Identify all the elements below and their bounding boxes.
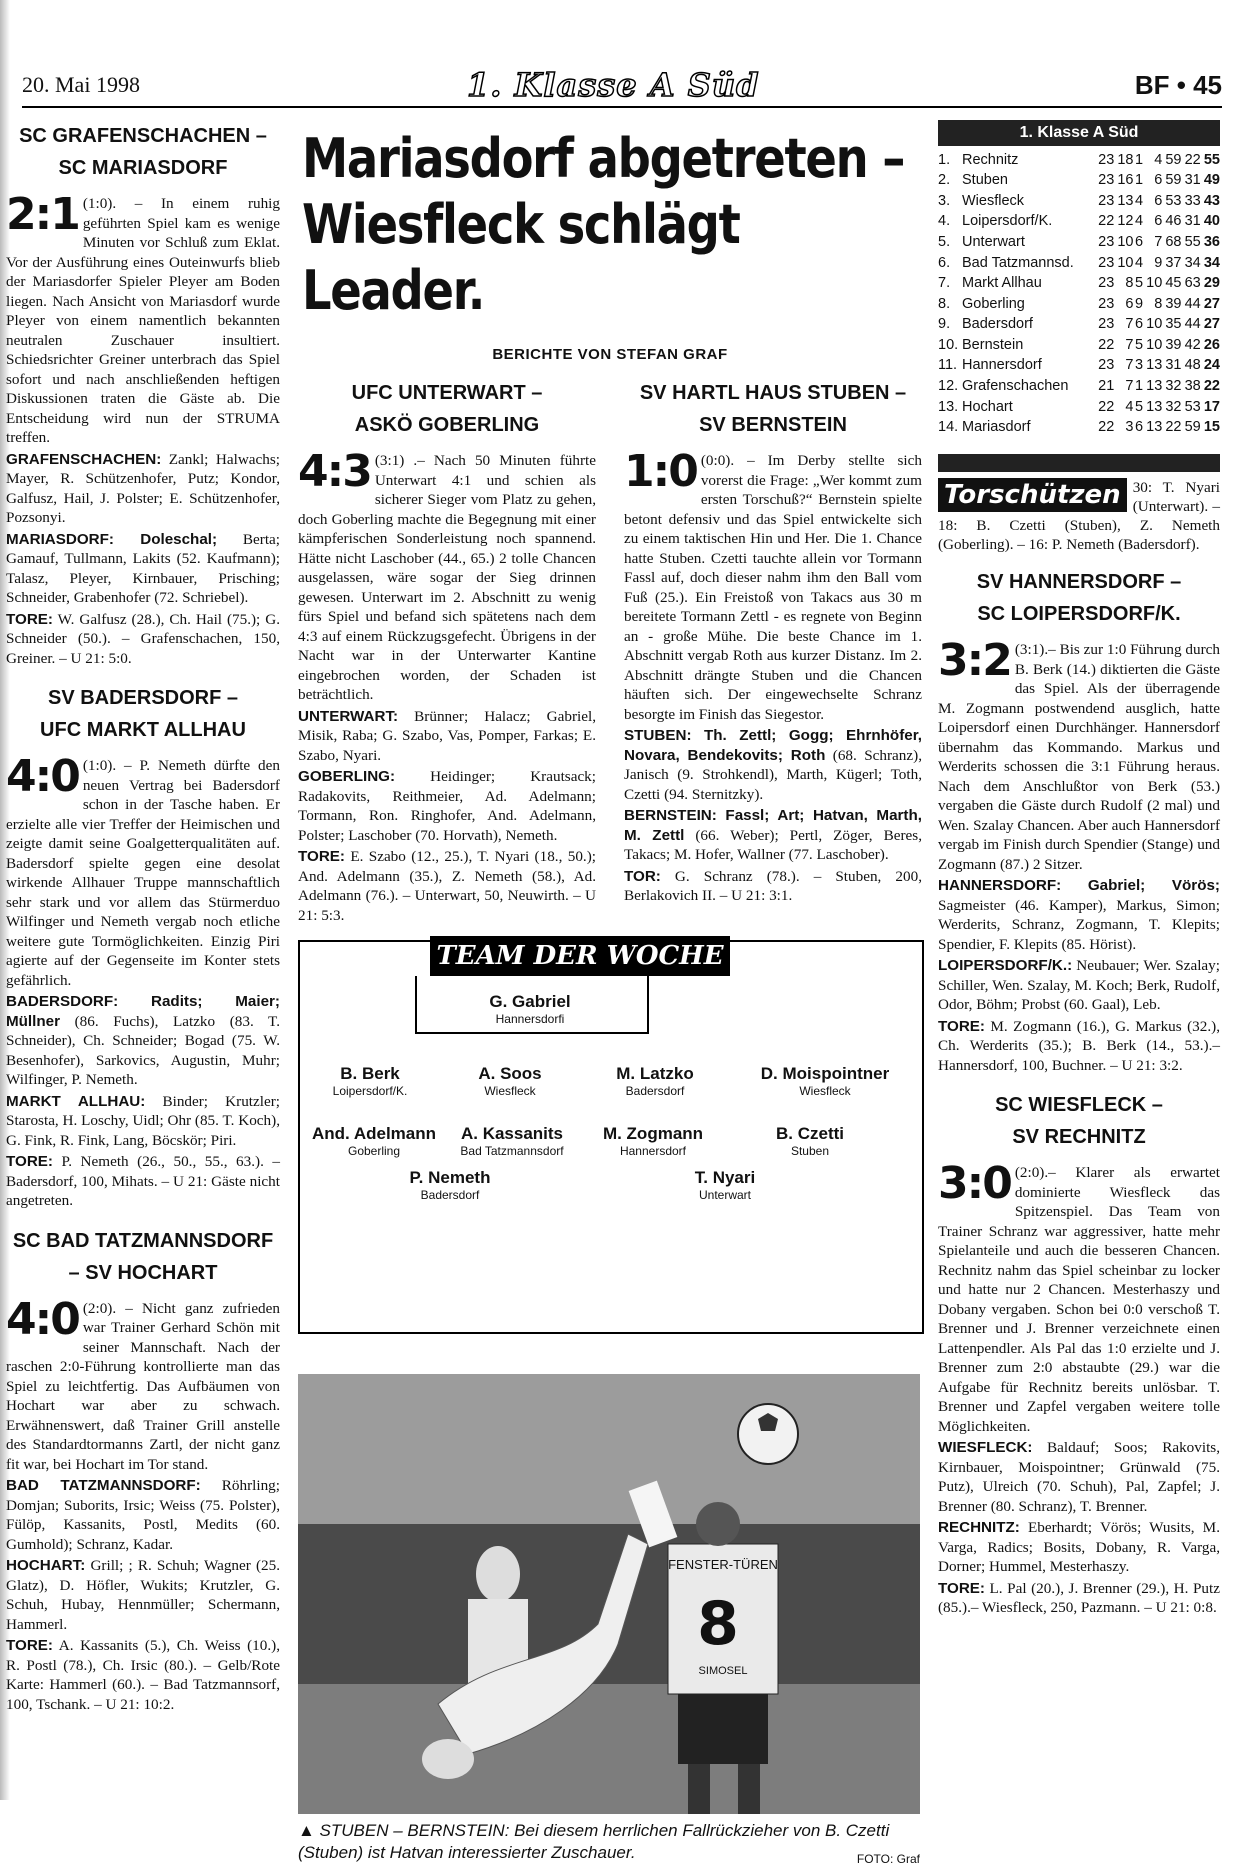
headline: Mariasdorf abgetreten – Wiesfleck schlägt Leader.	[302, 127, 905, 322]
table-cell: 4.	[938, 213, 951, 230]
table-row	[938, 397, 1220, 418]
photo-caption: ▲ STUBEN – BERNSTEIN: Bei diesem herrlichen Fallrückzieher von B. Czetti (Stuben) ist Hatvan interessierter Zuschauer. FOTO: Graf	[298, 1820, 920, 1870]
table-cell: Hochart	[962, 398, 1013, 415]
lineup-home: STUBEN: Th. Zettl; Gogg; Ehrnhöfer, Novara, Bendekovits; Roth (68. Schranz), Janisch (9. Strohkendl), Marth, Kügerl; Toth, Czetti (94. Sternitzky).	[624, 727, 922, 803]
report-text: 1:0 (0:0). – Im Derby stellte sich vorerst die Frage: „Wer kommt zum ersten Torschuß?“ Bernstein spielte betont defensiv und das Spiel entwickelte sich zu einem taktischen Hin und Her. Die 1. Chance hatte Stuben. Czetti tauchte allein vor Tormann Fassl auf, doch dieser nahm ihm den Ball vom Fuß (25.). Ein Freistoß von Takacs aus 30 m bereitete Tormann Zettl - es regnete von Beginn an - große Mühe. Die beste Chance im 1. Abschnitt vergab Roth aus kurzer Distanz. Im 2. Abschnitt drängte Stuben und die Chancen häuften sich. Der eingewechselte Schranz besorgte im Finish das Siegestor.	[624, 446, 922, 723]
table-cell: 59	[1184, 419, 1201, 436]
table-row	[938, 150, 1220, 171]
player: D. Moispointner Wiesfleck	[760, 1064, 890, 1098]
table-cell: 53	[1165, 192, 1182, 209]
byline: BERICHTE VON STEFAN GRAF	[492, 346, 728, 363]
table-cell: 22	[1098, 213, 1115, 230]
table-cell: 6	[1154, 192, 1163, 209]
lineup-away: MARIASDORF: Doleschal; Berta; Gamauf, Tullmann, Lakits (52. Kaufmann); Talasz, Pleyer, Kirnbauer, Prisching; Schneider, Grabenhofer (72. Schriebel).	[6, 530, 281, 606]
score: 4:3	[298, 446, 371, 497]
league-table-title: 1. Klasse A Süd	[938, 120, 1220, 146]
table-cell: 27	[1203, 316, 1220, 333]
table-cell: Rechnitz	[962, 151, 1019, 168]
table-cell: 53	[1184, 398, 1201, 415]
table-cell: 24	[1203, 357, 1220, 374]
table-cell: 8	[1125, 275, 1134, 292]
table-cell: 42	[1184, 336, 1201, 353]
table-cell: 8	[1154, 295, 1163, 312]
table-cell: Badersdorf	[962, 316, 1033, 333]
goals: TORE: A. Kassanits (5.), Ch. Weiss (10.), R. Postl (78.), Ch. Irsic (80.). – Gelb/Rote Karte: Hammerl (60.). – Bad Tatzmannsorf, 100, Tschank. – U 21: 10:2.	[6, 1637, 280, 1713]
match-photo	[298, 1374, 920, 1814]
table-cell: 6	[1125, 295, 1134, 312]
table-cell: 14.	[938, 419, 959, 436]
table-cell: 31	[1184, 213, 1201, 230]
table-cell: 23	[1098, 295, 1115, 312]
table-cell: 5	[1135, 275, 1144, 292]
table-cell: 21	[1098, 378, 1115, 395]
team-title: TEAM DER WOCHE	[430, 936, 730, 976]
match-report	[624, 377, 922, 906]
team-of-the-week	[298, 940, 924, 1334]
lineup-away: GOBERLING: Heidinger; Krautsack; Radakovits, Reithmeier, Ad. Adelmann; Tormann, Ron. Ringhofer, And. Adelmann, Polster; Laschober (70. Horvath), Nemeth.	[298, 768, 596, 844]
photo-credit: FOTO: Graf	[856, 1852, 920, 1866]
table-cell: 10	[1146, 316, 1163, 333]
table-cell: 23	[1098, 192, 1115, 209]
lineup-away: RECHNITZ: Eberhardt; Vörös; Wusits, M. Varga, Radics; Bosits, Dobany, R. Varga, Dorner; Hummel, Mesterhaszy.	[938, 1519, 1220, 1576]
table-cell: 6	[1135, 233, 1144, 250]
table-cell: 22	[1184, 151, 1201, 168]
middle-reports	[298, 377, 922, 977]
table-cell: 10.	[938, 336, 959, 353]
table-cell: 15	[1203, 419, 1220, 436]
match-heading: SV HARTL HAUS STUBEN – SV BERNSTEIN	[639, 382, 907, 436]
table-cell: Hannersdorf	[962, 357, 1042, 374]
left-column	[6, 120, 280, 1728]
table-cell: 18	[1117, 151, 1134, 168]
table-cell: 39	[1165, 336, 1182, 353]
table-cell: Mariasdorf	[962, 419, 1031, 436]
table-cell: 22	[1203, 378, 1220, 395]
svg-text:8: 8	[697, 1589, 739, 1659]
table-row	[938, 191, 1220, 212]
report-text: 4:0 (2:0). – Nicht ganz zufrieden war Trainer Gerhard Schön mit seiner Mannschaft. Nach der raschen 2:0-Führung kontrollierte man das Spiel zu leichtfertig. Das Aufbäumen von Hochart war aber zu schwach. Erwähnenswert, daß Trainer Grill anstelle des Standardtormanns Zartl, der nicht ganz fit war, bei Hochart im Tor stand.	[6, 1293, 280, 1473]
lineup-away: HOCHART: Grill; ; R. Schuh; Wagner (25. Glatz), D. Höfler, Wukits; Krutzler, G. Schuh, Hubay, Hennmüller; Schermann, Hammerl.	[6, 1557, 280, 1633]
table-cell: 6.	[938, 254, 951, 271]
score: 4:0	[6, 751, 79, 802]
table-cell: 55	[1203, 151, 1220, 168]
match-report	[6, 682, 280, 1211]
table-cell: 23	[1098, 151, 1115, 168]
table-cell: 13	[1146, 419, 1163, 436]
table-cell: 34	[1203, 254, 1220, 271]
goals: TORE: W. Galfusz (28.), Ch. Hail (75.); G. Schneider (50.). – Grafenschachen, 150, Greiner. – U 21: 5:0.	[6, 610, 280, 667]
lineup-home: WIESFLECK: Baldauf; Soos; Rakovits, Kirnbauer, Moispointner; Grünwald (75. Putz), Ulreich (70. Schuh), Pal, Zapfel; J. Brenner (80. Schranz), T. Brenner.	[938, 1439, 1220, 1515]
table-cell: Unterwart	[962, 233, 1025, 250]
table-cell: 23	[1098, 357, 1115, 374]
table-cell: 44	[1184, 316, 1201, 333]
score: 3:2	[938, 635, 1011, 687]
table-cell: 44	[1184, 295, 1201, 312]
goals: TORE: P. Nemeth (26., 50., 55., 63.). – Badersdorf, 100, Mihats. – U 21: Gäste nicht angetreten.	[6, 1153, 280, 1209]
table-cell: 23	[1098, 275, 1115, 292]
table-cell: 9	[1154, 254, 1163, 271]
table-cell: 1	[1135, 378, 1144, 395]
report-text: 3:2 (3:1).– Bis zur 1:0 Führung durch B. Berk (14.) diktierten die Gäste das Spiel. Als der überragende M. Zogmann postwendend ausglich, hatte Loipersdorf einen Durchhänger. Hannersdorf übernahm das Kommando. Markus und Werderits schossen die 3:1 Führung heraus. Nach dem Anschlußtor von Berk (53.) vergaben die Gäste durch Rudolf (2 mal) und Wen. Szalay Chancen. Aber auch Hannersdorf vergab im Finish durch Spendier (Stange) und Zogmann (87.) 2 Sitzer.	[938, 635, 1220, 873]
table-cell: 5	[1135, 336, 1144, 353]
player: B. Czetti Stuben	[776, 1124, 844, 1158]
table-row	[938, 335, 1220, 356]
table-row	[938, 294, 1220, 315]
lineup-away: BERNSTEIN: Fassl; Art; Hatvan, Marth, M. Zettl (66. Weber); Pertl, Zöger, Beres, Takacs; M. Hofer, Wallner (77. Laschober).	[624, 807, 922, 863]
svg-text:SIMOSEL: SIMOSEL	[698, 1665, 748, 1677]
match-report	[938, 566, 1220, 1075]
table-cell: 1	[1135, 172, 1144, 189]
table-cell: 5	[1135, 398, 1144, 415]
table-cell: 23	[1098, 316, 1115, 333]
lineup-home: GRAFENSCHACHEN: Zankl; Halwachs; Mayer, R. Schützenhofer, Putz; Kondor, Galfusz, Hail, J. Polster; E. Schützenhofer, Pozsonyi.	[6, 450, 280, 526]
table-cell: 13	[1117, 192, 1134, 209]
table-cell: 59	[1165, 151, 1182, 168]
table-cell: 4	[1135, 192, 1144, 209]
table-cell: 36	[1203, 233, 1220, 250]
table-row	[938, 377, 1220, 398]
top-scorers: Torschützen 30: T. Nyari (Unterwart). – 18: B. Czetti (Stuben), Z. Nemeth (Goberling). – 16: P. Nemeth (Badersdorf).	[938, 479, 1220, 554]
table-cell: 26	[1203, 336, 1220, 353]
table-row	[938, 274, 1220, 295]
table-cell: 13	[1146, 398, 1163, 415]
table-cell: 37	[1165, 254, 1182, 271]
lineup-home: BAD TATZMANNSDORF: Röhrling; Domjan; Suborits, Irsic; Weiss (75. Polster), Fülöp, Kassanits, Postl, Medits (60. Gumhold); Schranz, Kadar.	[6, 1477, 280, 1553]
table-cell: 32	[1165, 378, 1182, 395]
table-cell: 55	[1184, 233, 1201, 250]
table-cell: 4	[1154, 151, 1163, 168]
table-cell: Goberling	[962, 295, 1025, 312]
table-cell: 22	[1098, 336, 1115, 353]
table-row	[938, 212, 1220, 233]
table-cell: 63	[1184, 275, 1201, 292]
top-scorers-label: Torschützen	[938, 478, 1127, 512]
report-text: 4:3 (3:1) .– Nach 50 Minuten führte Unterwart 4:1 und schien als sicherer Sieger vom Platz zu gehen, doch Goberling machte die Begegnung mit einer kämpferischen Sonderleistung noch spannend. Hätte nicht Laschober (44., 65.) 2 tolle Chancen ausgelassen, wäre sogar der Sieg drinnen gewesen. Unterwart im 2. Abschnitt zu wenig fürs Spiel und befand sich spätetens nach dem 4:3 auf einem Rückzugsgefecht. Übrigens in der Nacht war in der Unterwarter Kantine eingebrochen worden, der Schaden ist beträchtlich.	[298, 446, 596, 703]
table-cell: 45	[1165, 275, 1182, 292]
table-cell: 12.	[938, 378, 959, 395]
lineup-away: LOIPERSDORF/K.: Neubauer; Wer. Szalay; Schiller, Wen. Szalay, M. Koch; Berk, Rudolf, Odor, Böhm; Probst (60. Gaal), Leb.	[938, 957, 1220, 1014]
score: 3:0	[938, 1158, 1011, 1210]
middle-section	[298, 120, 922, 1866]
match-heading: SV BADERSDORF – UFC MARKT ALLHAU	[40, 687, 246, 741]
table-cell: 29	[1203, 275, 1220, 292]
lineup-home: UNTERWART: Brünner; Halacz; Gabriel, Misik, Raba; G. Szabo, Vas, Pomper, Farkas; E. Szabo, Nyari.	[298, 707, 596, 764]
table-cell: 40	[1203, 213, 1220, 230]
bicycle-kick-photo	[298, 1374, 920, 1814]
table-cell: 31	[1165, 357, 1182, 374]
report-text: 4:0 (1:0). – P. Nemeth dürfte den neuen Vertrag bei Badersdorf schon in der Tasche haben. Er erzielte alle vier Treffer der Heimischen und zeigte damit seine Goalgetterqualitäten auf. Badersdorf spielte gegen eine desolat wirkende Allhauer Truppe mannschaftlich sehr stark und vor allem das Stürmerduo Wilfinger und Nemeth vergab noch etliche weitere gute Tormöglichkeiten. Einzig Piri agierte auf der Gegenseite im Konter stets gefährlich.	[6, 751, 280, 989]
table-cell: 6	[1135, 316, 1144, 333]
table-cell: 48	[1184, 357, 1201, 374]
score: 1:0	[624, 446, 697, 497]
player: M. Latzko Badersdorf	[616, 1064, 694, 1098]
table-cell: 23	[1098, 254, 1115, 271]
table-cell: 35	[1165, 316, 1182, 333]
table-cell: 3	[1125, 419, 1134, 436]
lineup-home: BADERSDORF: Radits; Maier; Müllner (86. Fuchs), Latzko (83. T. Schneider), Ch. Schneider; Bogad (75. W. Besenhofer), Sarkovics, Augustin, Muhr; Wilfinger, P. Nemeth.	[6, 993, 280, 1088]
report-text: 3:0 (2:0).– Klarer als erwartet dominierte Wiesfleck das Spitzenspiel. Das Team von Trainer Schranz war aggressiver, hatte mehr Spielanteile und auch die besseren Chancen. Rechnitz nahm das Spiel scheinbar zu locker und hatte nur 2 Chancen. Mesterhaszy und Dobany vergaben. Schon bei 0:0 verschoß T. Brenner und J. Brenner verzeichnete einen Lattenpendler. Als Pal das 1:0 erzielte und J. Brenner zum 2:0 abstaubte (29.) war die Aufgabe für Rechnitz bereits unlösbar. T. Brenner und Zapfel vergaben weitere tolle Möglichkeiten.	[938, 1158, 1220, 1435]
table-cell: 4	[1135, 254, 1144, 271]
table-cell: Markt Allhau	[962, 275, 1042, 292]
right-column	[938, 120, 1220, 1632]
player: T. Nyari Unterwart	[694, 1168, 756, 1202]
table-cell: 5.	[938, 233, 951, 250]
goals: TOR: G. Schranz (78.). – Stuben, 200, Berlakovich II. – U 21: 3:1.	[624, 867, 922, 904]
issue-date: 20. Mai 1998	[22, 72, 140, 97]
table-row	[938, 356, 1220, 377]
table-cell: 7.	[938, 275, 951, 292]
divider-bar	[938, 454, 1220, 472]
table-cell: 13	[1146, 378, 1163, 395]
table-cell: 17	[1203, 398, 1220, 415]
table-cell: 9	[1135, 295, 1144, 312]
table-cell: 13	[1146, 357, 1163, 374]
match-heading: SV HANNERSDORF – SC LOIPERSDORF/K.	[976, 571, 1182, 626]
table-cell: 6	[1154, 213, 1163, 230]
table-cell: 6	[1135, 419, 1144, 436]
table-row	[938, 232, 1220, 253]
report-text: 2:1 (1:0). – In einem ruhig geführten Spiel kam es wenige Minuten vor Schluß zum Eklat. Vor der Ausführung eines Outeinwurfs blieb der Mariasdorfer Spieler Pleyer am Boden liegen. Nach Ansicht von Mariasdorf wurde Pleyer von einem namentlich bekannten neutralen Zuschauer insultiert. Schiedsrichter Greiner unterbrach das Spiel sofort und nach anschließenden heftigen Diskussionen traten die Gäste ab. Die Entscheidung wird nun der STRUMA treffen.	[6, 189, 280, 446]
section-title: 1. Klasse A Süd	[467, 66, 760, 104]
table-cell: 10	[1146, 336, 1163, 353]
player: A. Kassanits Bad Tatzmannsdorf	[460, 1124, 564, 1158]
table-cell: 8.	[938, 295, 951, 312]
match-heading: SC BAD TATZMANNSDORF – SV HOCHART	[12, 1229, 274, 1284]
table-cell: 22	[1098, 398, 1115, 415]
header-rule	[22, 106, 1222, 108]
table-cell: Stuben	[962, 172, 1008, 189]
table-cell: 23	[1098, 172, 1115, 189]
table-cell: 7	[1125, 357, 1134, 374]
player: B. Berk Loipersdorf/K.	[332, 1064, 408, 1098]
table-row	[938, 253, 1220, 274]
goals: TORE: L. Pal (20.), J. Brenner (29.), H. Putz (85.).– Wiesfleck, 250, Pazmann. – U 21: 0:8.	[938, 1579, 1220, 1617]
table-cell: 10	[1146, 275, 1163, 292]
match-heading: UFC UNTERWART – ASKÖ GOBERLING	[351, 382, 543, 436]
table-cell: 4	[1135, 213, 1144, 230]
table-cell: 49	[1203, 172, 1220, 189]
table-cell: 59	[1165, 172, 1182, 189]
league-table	[938, 150, 1220, 438]
table-cell: Loipersdorf/K.	[962, 213, 1053, 230]
player: A. Soos Wiesfleck	[478, 1064, 542, 1098]
table-cell: 1	[1135, 151, 1144, 168]
table-cell: Wiesfleck	[962, 192, 1025, 209]
lineup-home: HANNERSDORF: Gabriel; Vörös; Sagmeister (46. Kamper), Markus, Simon; Werderits, Schranz, Zogmann, T. Klepits; Spendier, F. Klepits (85. Hörist).	[938, 877, 1220, 953]
table-cell: 7	[1125, 378, 1134, 395]
table-cell: 31	[1184, 172, 1201, 189]
table-cell: 10	[1117, 254, 1134, 271]
table-cell: 7	[1125, 336, 1134, 353]
table-cell: 13.	[938, 398, 959, 415]
goals: TORE: M. Zogmann (16.), G. Markus (32.), Ch. Werderits (35.); B. Berk (14., 53.).– Hannersdorf, 100, Buchner. – U 21: 3:2.	[938, 1017, 1220, 1074]
score: 4:0	[6, 1293, 79, 1345]
goals: TORE: E. Szabo (12., 25.), T. Nyari (18., 50.); And. Adelmann (35.), Z. Nemeth (58.), Ad. Adelmann (76.). – Unterwart, 50, Neuwirth. – U 21: 5:3.	[298, 848, 596, 924]
player: G. Gabriel Hannersdorfi	[489, 992, 571, 1026]
table-row	[938, 315, 1220, 336]
page-number: BF • 45	[1134, 70, 1222, 100]
match-report	[6, 120, 280, 668]
table-cell: 2.	[938, 172, 951, 189]
table-cell: 43	[1203, 192, 1220, 209]
table-cell: 9.	[938, 316, 951, 333]
table-cell: 33	[1184, 192, 1201, 209]
player: And. Adelmann Goberling	[311, 1124, 437, 1158]
table-cell: 1.	[938, 151, 951, 168]
table-cell: 22	[1165, 419, 1182, 436]
table-cell: 7	[1125, 316, 1134, 333]
table-cell: 6	[1154, 172, 1163, 189]
table-row	[938, 171, 1220, 192]
player: M. Zogmann Hannersdorf	[602, 1124, 704, 1158]
table-cell: Bad Tatzmannsd.	[962, 254, 1074, 271]
match-report	[6, 1225, 280, 1715]
table-cell: 3	[1135, 357, 1144, 374]
score: 2:1	[6, 189, 79, 240]
table-cell: 46	[1165, 213, 1182, 230]
table-cell: 39	[1165, 295, 1182, 312]
table-cell: 68	[1165, 233, 1182, 250]
table-cell: 16	[1117, 172, 1134, 189]
table-cell: 11.	[938, 357, 958, 374]
svg-text:FENSTER-TÜREN: FENSTER-TÜREN	[668, 1557, 778, 1572]
match-report	[938, 1089, 1220, 1618]
table-cell: 12	[1117, 213, 1134, 230]
table-cell: 3.	[938, 192, 951, 209]
table-cell: 23	[1098, 233, 1115, 250]
table-row	[938, 418, 1220, 439]
lineup-away: MARKT ALLHAU: Binder; Krutzler; Starosta, H. Loschy, Uidl; Ohr (85. T. Koch), G. Fink, R. Fink, Lang, Böcskör; Piri.	[6, 1092, 280, 1149]
table-cell: 4	[1125, 398, 1134, 415]
table-cell: 10	[1117, 233, 1134, 250]
table-cell: 38	[1184, 378, 1201, 395]
table-cell: Bernstein	[962, 336, 1024, 353]
table-cell: 34	[1184, 254, 1201, 271]
table-cell: 32	[1165, 398, 1182, 415]
match-heading: SC GRAFENSCHACHEN – SC MARIASDORF	[19, 125, 267, 179]
table-cell: 7	[1154, 233, 1163, 250]
table-cell: 27	[1203, 295, 1220, 312]
player: P. Nemeth Badersdorf	[409, 1168, 491, 1202]
table-cell: 22	[1098, 419, 1115, 436]
match-report	[298, 377, 596, 925]
table-cell: Grafenschachen	[962, 378, 1069, 395]
match-heading: SC WIESFLECK – SV RECHNITZ	[995, 1094, 1163, 1149]
